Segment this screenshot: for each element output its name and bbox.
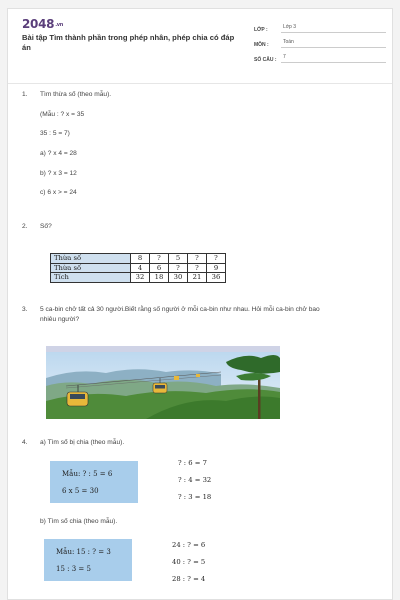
example-line: 6 x 5 = 30 [62, 487, 99, 495]
table-cell: 4 [131, 263, 150, 273]
table-cell: 9 [207, 263, 226, 273]
logo-text: 2048 [22, 17, 55, 31]
table-cell: 8 [131, 254, 150, 264]
table-row [51, 254, 226, 264]
table-cell: 18 [150, 273, 169, 283]
table-cell: ? [150, 254, 169, 264]
question-number: 4. [22, 439, 28, 446]
table-cell: 36 [207, 273, 226, 283]
question-prompt-continued: nhiêu người? [40, 316, 80, 323]
table-cell: 30 [169, 273, 188, 283]
table-cell: 32 [131, 273, 150, 283]
table-cell: 6 [150, 263, 169, 273]
equation: 24 : ? = 6 [172, 541, 206, 549]
multiplication-table [50, 253, 226, 283]
q1-line: 35 : 5 = 7) [40, 130, 70, 137]
worksheet-page [7, 8, 393, 600]
row-label: Thừa số [51, 254, 131, 264]
header-divider [8, 83, 392, 84]
site-logo[interactable] [22, 17, 63, 31]
table-cell: 21 [188, 273, 207, 283]
equation: 40 : ? = 5 [172, 558, 206, 566]
table-cell: ? [207, 254, 226, 264]
table-row [51, 273, 226, 283]
equation: ? : 4 = 32 [178, 476, 212, 484]
meta-value: 7 [281, 54, 386, 63]
row-label: Tích [51, 273, 131, 283]
table-row [51, 263, 226, 273]
table-cell: ? [169, 263, 188, 273]
example-line: 15 : 3 = 5 [56, 565, 91, 573]
question-prompt: Số? [40, 223, 52, 230]
document-title: Bài tập Tìm thành phần trong phép nhân, phép chia có đáp án [22, 33, 235, 52]
q1-line: c) 6 x > = 24 [40, 189, 77, 196]
meta-label: LỚP : [254, 27, 268, 33]
table-cell: 5 [169, 254, 188, 264]
table-cell: ? [188, 263, 207, 273]
meta-value: Lớp 3 [281, 24, 386, 33]
meta-row-class [254, 18, 386, 33]
meta-panel [254, 18, 386, 63]
equation: ? : 3 = 18 [178, 493, 212, 501]
meta-row-subject [254, 33, 386, 48]
q1-line: (Mẫu : ? x = 35 [40, 111, 85, 118]
equation: ? : 6 = 7 [178, 459, 207, 467]
meta-value: Toán [281, 39, 386, 48]
logo-suffix: .vn [55, 21, 64, 28]
equation: 28 : ? = 4 [172, 575, 206, 583]
cable-car-illustration [46, 346, 280, 419]
example-box-divisor [44, 539, 132, 581]
q1-line: b) ? x 3 = 12 [40, 170, 77, 177]
table-cell: ? [188, 254, 207, 264]
meta-label: SỐ CÂU : [254, 57, 277, 63]
meta-label: MÔN : [254, 42, 269, 48]
question-prompt: a) Tìm số bị chia (theo mẫu). [40, 439, 125, 446]
question-prompt: 5 ca-bin chở tất cả 30 người.Biết rằng số người ở mỗi ca-bin như nhau. Hỏi mỗi ca-bin chở bao [40, 306, 320, 313]
question-prompt: Tìm thừa số (theo mẫu). [40, 91, 112, 98]
question-prompt: b) Tìm số chia (theo mẫu). [40, 518, 118, 525]
example-line: Mẫu: ? : 5 = 6 [62, 470, 113, 478]
question-number: 1. [22, 91, 28, 98]
example-line: Mẫu: 15 : ? = 3 [56, 548, 111, 556]
question-number: 2. [22, 223, 28, 230]
q1-line: a) ? x 4 = 28 [40, 150, 77, 157]
row-label: Thừa số [51, 263, 131, 273]
question-number: 3. [22, 306, 28, 313]
meta-row-count [254, 48, 386, 63]
example-box-dividend [50, 461, 138, 503]
